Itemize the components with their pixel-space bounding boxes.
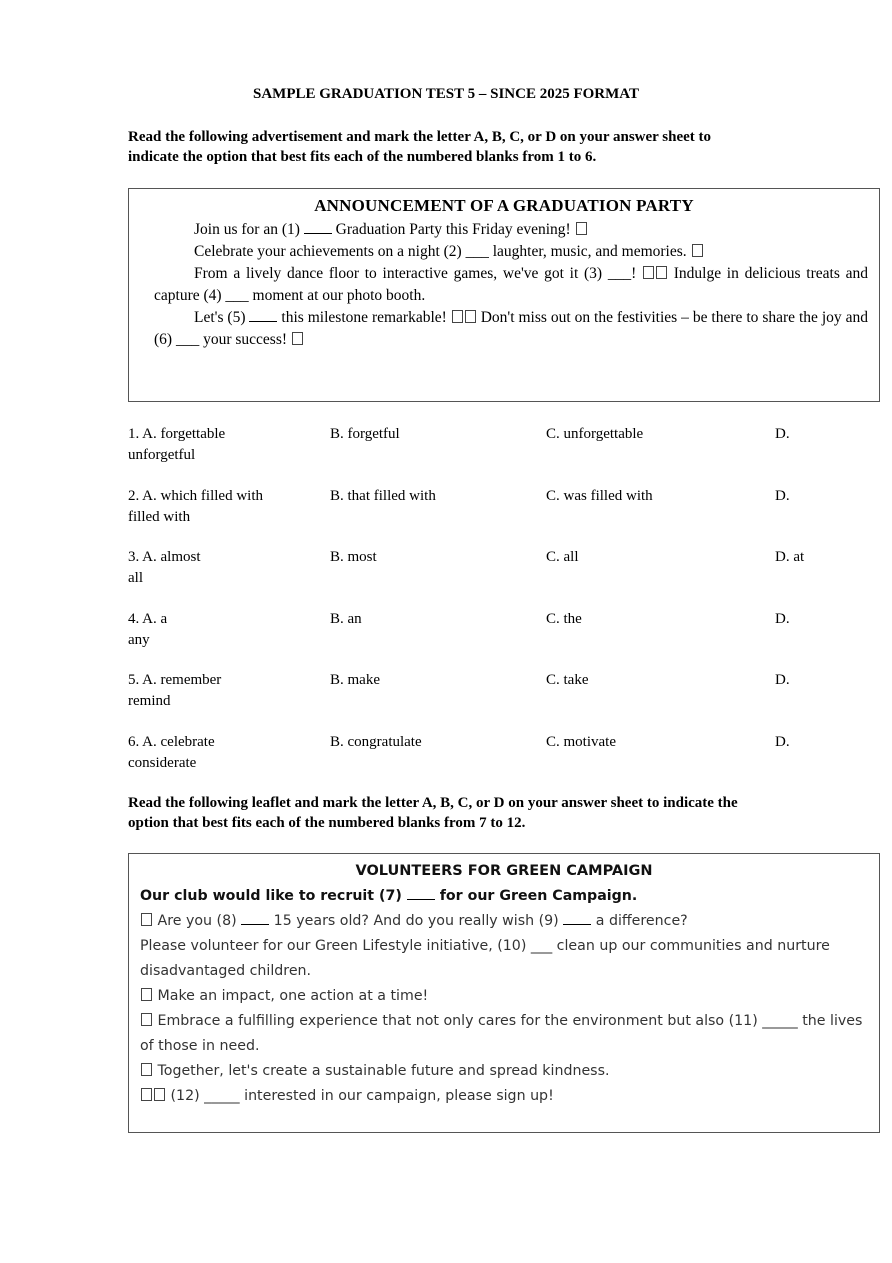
emoji-placeholder-icon [692, 244, 703, 257]
emoji-placeholder-icon [141, 1088, 152, 1101]
page-title: SAMPLE GRADUATION TEST 5 – SINCE 2025 FORMAT [252, 86, 640, 102]
section2-instruction [128, 793, 828, 833]
option-d[interactable]: D. at [775, 549, 805, 565]
question-2 [128, 486, 880, 528]
option-d-text[interactable]: considerate [128, 755, 197, 771]
option-a[interactable]: 4. A. a [128, 611, 168, 627]
emoji-placeholder-icon [452, 310, 463, 323]
emoji-placeholder-icon [465, 310, 476, 323]
leaflet-box [128, 853, 880, 1133]
leaflet-line: Embrace a fulfilling experience that not only cares for the environment but also (11) _____ the lives of those in need. [140, 1013, 863, 1054]
blank-1 [304, 219, 332, 234]
option-c[interactable]: C. motivate [546, 734, 616, 750]
emoji-placeholder-icon [141, 988, 152, 1001]
option-d-text[interactable]: unforgetful [128, 447, 196, 463]
question-5 [128, 670, 880, 712]
leaflet-line: Make an impact, one action at a time! [140, 984, 871, 1009]
leaflet-line: (12) _____ interested in our campaign, please sign up! [140, 1084, 871, 1109]
option-c[interactable]: C. the [546, 611, 582, 627]
emoji-placeholder-icon [643, 266, 654, 279]
option-d-text[interactable]: remind [128, 693, 171, 709]
question-6 [128, 732, 880, 774]
question-3 [128, 547, 880, 589]
option-b[interactable]: B. congratulate [330, 734, 422, 750]
instruction-line: indicate the option that best fits each of the numbered blanks from 1 to 6. [128, 149, 597, 165]
instruction-line: option that best fits each of the numbered blanks from 7 to 12. [128, 815, 526, 831]
option-d[interactable]: D. [775, 426, 790, 442]
advertisement-title: ANNOUNCEMENT OF A GRADUATION PARTY [314, 196, 694, 215]
option-d[interactable]: D. [775, 488, 790, 504]
blank-5 [249, 307, 277, 322]
leaflet-body [140, 884, 871, 1109]
advertisement-body [154, 219, 868, 351]
emoji-placeholder-icon [154, 1088, 165, 1101]
option-b[interactable]: B. most [330, 549, 377, 565]
emoji-placeholder-icon [141, 913, 152, 926]
leaflet-line: Please volunteer for our Green Lifestyle initiative, (10) ___ clean up our communities and nurture disadvantaged children. [140, 938, 830, 979]
section1-instruction [128, 127, 828, 167]
instruction-line: Read the following advertisement and mark the letter A, B, C, or D on your answer sheet to [128, 129, 712, 145]
emoji-placeholder-icon [656, 266, 667, 279]
emoji-placeholder-icon [141, 1013, 152, 1026]
emoji-placeholder-icon [141, 1063, 152, 1076]
option-d[interactable]: D. [775, 734, 790, 750]
option-d[interactable]: D. [775, 611, 790, 627]
option-d[interactable]: D. [775, 672, 790, 688]
question-4 [128, 609, 880, 651]
leaflet-line: Together, let's create a sustainable future and spread kindness. [140, 1059, 871, 1084]
ad-paragraph: Join us for an (1) Graduation Party this Friday evening! [154, 219, 868, 241]
blank-8 [241, 910, 269, 925]
option-c[interactable]: C. was filled with [546, 488, 653, 504]
emoji-placeholder-icon [576, 222, 587, 235]
advertisement-box [128, 188, 880, 402]
option-c[interactable]: C. unforgettable [546, 426, 644, 442]
option-c[interactable]: C. all [546, 549, 579, 565]
question-1 [128, 424, 880, 466]
emoji-placeholder-icon [292, 332, 303, 345]
option-b[interactable]: B. forgetful [330, 426, 400, 442]
option-a[interactable]: 5. A. remember [128, 672, 222, 688]
blank-9 [563, 910, 591, 925]
option-d-text[interactable]: any [128, 632, 150, 648]
leaflet-title: VOLUNTEERS FOR GREEN CAMPAIGN [355, 863, 653, 879]
instruction-line: Read the following leaflet and mark the letter A, B, C, or D on your answer sheet to indicate the [128, 795, 738, 811]
option-c[interactable]: C. take [546, 672, 589, 688]
option-b[interactable]: B. an [330, 611, 362, 627]
leaflet-subtitle: Our club would like to recruit (7) for our Green Campaign. [140, 884, 871, 909]
ad-paragraph: Let's (5) this milestone remarkable! Don't miss out on the festivities – be there to share the joy and (6) ___ your success! [154, 309, 869, 348]
option-d-text[interactable]: all [128, 570, 143, 586]
option-a[interactable]: 2. A. which filled with [128, 488, 263, 504]
option-d-text[interactable]: filled with [128, 509, 191, 525]
option-a[interactable]: 3. A. almost [128, 549, 201, 565]
option-a[interactable]: 1. A. forgettable [128, 426, 226, 442]
option-b[interactable]: B. make [330, 672, 380, 688]
ad-paragraph: Celebrate your achievements on a night (2) ___ laughter, music, and memories. [154, 241, 868, 263]
blank-7 [407, 885, 435, 900]
option-a[interactable]: 6. A. celebrate [128, 734, 215, 750]
option-b[interactable]: B. that filled with [330, 488, 436, 504]
leaflet-line: Are you (8) 15 years old? And do you really wish (9) a difference? [140, 909, 871, 934]
ad-paragraph: From a lively dance floor to interactive games, we've got it (3) ___! Indulge in delicious treats and capture (4) ___ moment at our photo booth. [154, 265, 868, 304]
